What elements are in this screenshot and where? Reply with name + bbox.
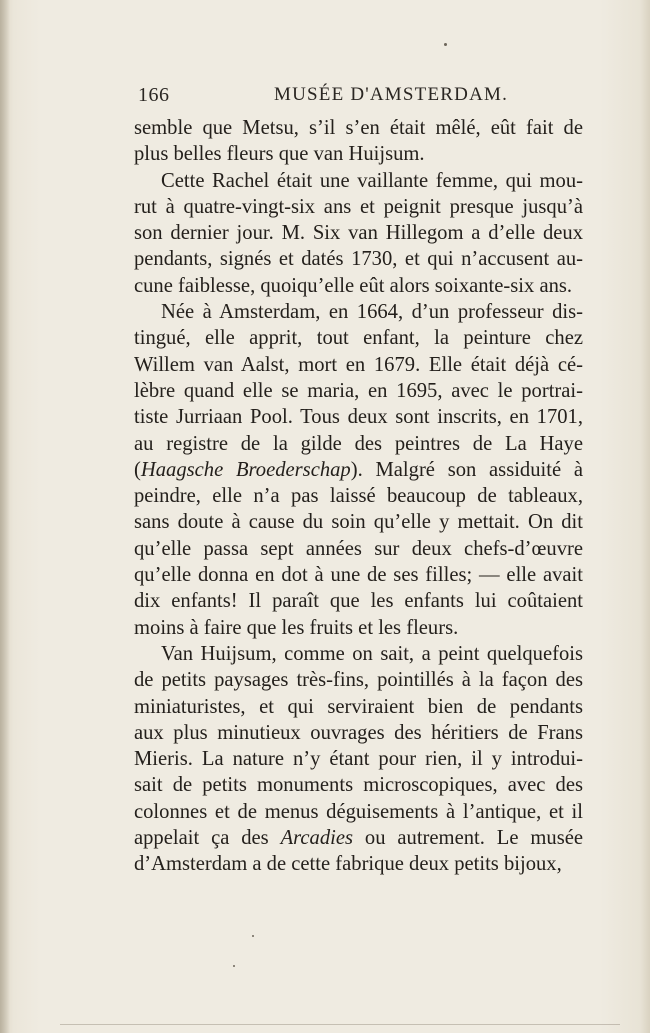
text-line: cune faiblesse, quoiqu’elle eût alors soixante-six ans. [134, 274, 573, 297]
text-line: qu’elle donna en dot à une de ses filles; — elle avait [134, 564, 583, 587]
text-line: au registre de la gilde des peintres de La Haye [134, 432, 583, 455]
text-line: son dernier jour. M. Six van Hillegom a d’elle deux [134, 222, 583, 245]
text-line: semble que Metsu, s’il s’en était mêlé, eût fait de [134, 117, 583, 139]
paper-speck [444, 43, 447, 46]
text-line: sans doute à cause du soin qu’elle y mettait. On dit [134, 511, 583, 534]
text-line: d’Amsterdam a de cette fabrique deux petits bijoux, [134, 853, 562, 876]
text-line: lèbre quand elle se maria, en 1695, avec le portrai- [134, 379, 583, 402]
italic-term: Haagsche Broederschap [140, 458, 351, 481]
text-line: pendants, signés et datés 1730, et qui n’accusent au- [134, 248, 583, 271]
text-line: Van Huijsum, comme on sait, a peint quelquefois [161, 642, 583, 665]
text-line: Née à Amsterdam, en 1664, d’un professeur dis- [161, 301, 583, 324]
text-line: Cette Rachel était une vaillante femme, qui mou- [161, 169, 583, 192]
text-line: (Haagsche Broederschap). Malgré son assiduité à [134, 458, 583, 481]
text-line: rut à quatre-vingt-six ans et peignit presque jusqu’à [134, 195, 583, 218]
text-line: de petits paysages très-fins, pointillés à la façon des [134, 669, 583, 692]
text-line: aux plus minutieux ouvrages des héritiers de Frans [134, 721, 583, 744]
text-line: Mieris. La nature n’y étant pour rien, il y introdui- [134, 748, 583, 771]
italic-term: Arcadies [280, 827, 354, 850]
page-gutter-shadow [0, 0, 10, 1033]
paper-speck [252, 935, 254, 937]
paper-speck [233, 965, 235, 967]
text-line: plus belles fleurs que van Huijsum. [134, 143, 425, 166]
text-line: moins à faire que les fruits et les fleurs. [134, 616, 459, 639]
text-line: dix enfants! Il paraît que les enfants lui coûtaient [134, 590, 583, 613]
text-line: colonnes et de menus déguisements à l’antique, et il [134, 800, 583, 823]
text-line: miniaturistes, et qui serviraient bien de pendants [134, 695, 583, 718]
page-bottom-edge [60, 1024, 620, 1025]
text-line: qu’elle passa sept années sur deux chefs-d’œuvre [134, 537, 583, 560]
text-line: appelait ça des Arcadies ou autrement. Le musée [134, 827, 583, 850]
text-line: tiste Jurriaan Pool. Tous deux sont inscrits, en 1701, [134, 406, 583, 429]
page-number: 166 [138, 84, 170, 106]
page-header [138, 84, 583, 114]
running-title: MUSÉE D'AMSTERDAM. [274, 84, 509, 105]
text-line: Willem van Aalst, mort en 1679. Elle était déjà cé- [134, 353, 583, 376]
text-line: peindre, elle n’a pas laissé beaucoup de tableaux, [134, 485, 583, 508]
text-line: sait de petits monuments microscopiques, avec des [134, 774, 583, 797]
body-text [134, 115, 583, 878]
text-line: tingué, elle apprit, tout enfant, la peinture chez [134, 327, 583, 350]
